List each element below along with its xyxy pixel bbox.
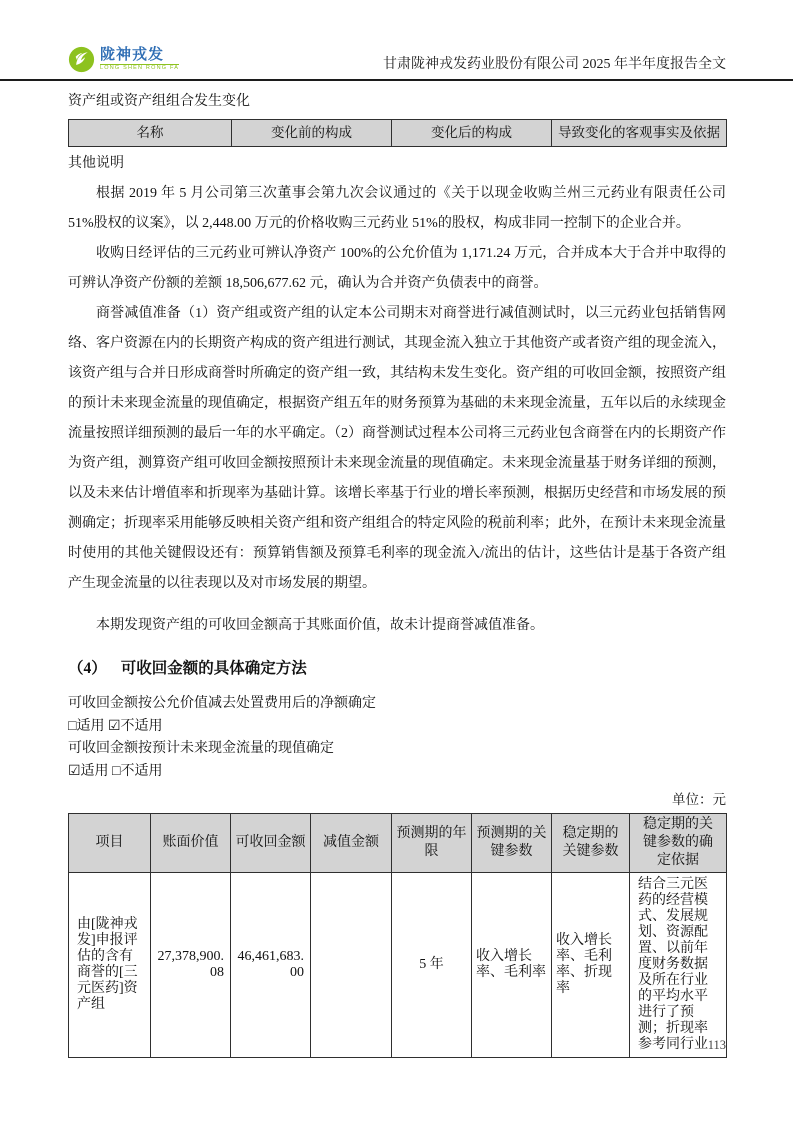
col-header-after: 变化后的构成 <box>392 120 552 147</box>
section-heading-text: 可收回金额的具体确定方法 <box>120 660 307 677</box>
recoverable-amount-table <box>68 813 727 1058</box>
cell-book-value: 27,378,900.08 <box>151 873 231 1058</box>
paragraph-goodwill-impairment-method: 商誉减值准备（1）资产组或资产组的认定本公司期末对商誉进行减值测试时，以三元药业包括销售网络、客户资源在内的长期资产构成的资产组进行测试，其现金流入独立于其他资产或者资产组的现金流入，该资产组与合并日形成商誉时所确定的资产组一致，其结构未发生变化。资产组的可收回金额，按照资产组的预计未来现金流量的现值确定，根据资产组五年的财务预算为基础的未来现金流量，五年以后的永续现金流量按照详细预测的最后一年的水平确定。（2）商誉测试过程本公司将三元药业包含商誉在内的长期资产作为资产组，测算资产组可收回金额按照预计未来现金流量的现值确定。未来现金流量基于财务详细的预测，以及未来估计增值率和折现率为基础计算。该增长率基于行业的增长率预测，根据历史经营和市场发展的预测确定；折现率采用能够反映相关资产组和资产组组合的特定风险的税前利率；此外，在预计未来现金流量时使用的其他关键假设还有：预算销售额及预算毛利率的现金流入/流出的估计，这些估计是基于各资产组产生现金流量的以往表现以及对市场发展的期望。 <box>68 306 726 591</box>
fair-value-method-choice: □适用 ☑不适用 <box>68 718 163 734</box>
col-header-reason: 导致变化的客观事实及依据 <box>552 120 727 147</box>
present-value-method-line: 可收回金额按预计未来现金流量的现值确定 <box>68 741 334 756</box>
cell-stable-params-basis: 结合三元医药的经营模式、发展规划、资源配置、以前年度财务数据及所在行业的平均水平进行了预测；折现率参考同行业 <box>630 873 727 1058</box>
col-header-recoverable-amount: 可收回金额 <box>231 814 311 873</box>
col-header-stable-params: 稳定期的关键参数 <box>552 814 630 873</box>
section-heading-number: （4） <box>68 660 107 677</box>
col-header-impairment-amount: 减值金额 <box>311 814 392 873</box>
col-header-stable-params-basis: 稳定期的关键参数的确定依据 <box>630 814 727 873</box>
col-header-forecast-params: 预测期的关键参数 <box>472 814 552 873</box>
section-heading <box>68 657 726 681</box>
col-header-name: 名称 <box>69 120 232 147</box>
page-header <box>0 0 793 81</box>
table-data-row <box>69 873 727 1058</box>
section-intro-line: 资产组或资产组组合发生变化 <box>68 94 250 109</box>
brand-name-cn: 陇神戎发 <box>100 46 165 64</box>
table-header-row <box>69 814 727 873</box>
brand-name-en: LONG SHEN RONG FA <box>100 65 180 72</box>
page-content <box>0 91 793 1058</box>
cell-item: 由[陇神戎发]申报评估的含有商誉的[三元医药]资产组 <box>69 873 151 1058</box>
cell-impairment-amount <box>311 873 392 1058</box>
present-value-method-choice: ☑适用 □不适用 <box>68 763 163 779</box>
page-number: 113 <box>707 1038 726 1052</box>
col-header-item: 项目 <box>69 814 151 873</box>
fair-value-method-line: 可收回金额按公允价值减去处置费用后的净额确定 <box>68 696 376 711</box>
cell-recoverable-amount: 46,461,683.00 <box>231 873 311 1058</box>
company-logo-text <box>100 47 179 72</box>
unit-label: 单位：元 <box>672 792 726 807</box>
col-header-forecast-period: 预测期的年限 <box>392 814 472 873</box>
asset-group-change-table <box>68 119 727 147</box>
company-logo-icon <box>68 46 95 73</box>
col-header-book-value: 账面价值 <box>151 814 231 873</box>
cell-forecast-params: 收入增长率、毛利率 <box>472 873 552 1058</box>
paragraph-acquisition-resolution: 根据 2019 年 5 月公司第三次董事会第九次会议通过的《关于以现金收购兰州三元药业有限责任公司 51%股权的议案》，以 2,448.00 万元的价格收购三元药业 51%的股权，构成非同一控制下的企业合并。 <box>68 186 726 231</box>
report-title: 甘肃陇神戎发药业股份有限公司 2025 年半年度报告全文 <box>383 57 726 72</box>
other-note-label: 其他说明 <box>68 156 124 171</box>
cell-stable-params: 收入增长率、毛利率、折现率 <box>552 873 630 1058</box>
paragraph-impairment-conclusion: 本期发现资产组的可收回金额高于其账面价值，故未计提商誉减值准备。 <box>96 618 544 633</box>
company-logo <box>68 46 179 73</box>
paragraph-goodwill-recognition: 收购日经评估的三元药业可辨认净资产 100%的公允价值为 1,171.24 万元，合并成本大于合并中取得的可辨认净资产份额的差额 18,506,677.62 元，确认为合并资产负债表中的商誉。 <box>68 246 726 291</box>
table-header-row <box>69 120 727 147</box>
col-header-before: 变化前的构成 <box>232 120 392 147</box>
cell-forecast-period: 5 年 <box>392 873 472 1058</box>
